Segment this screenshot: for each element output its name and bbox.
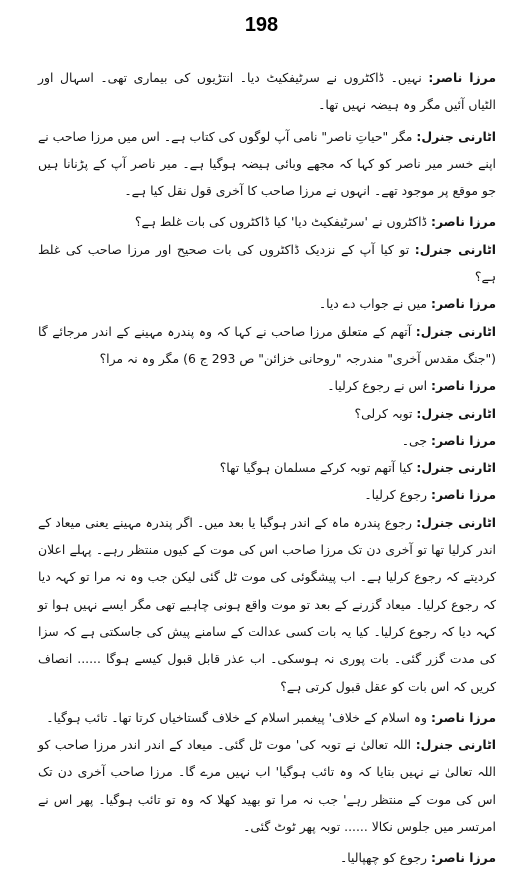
speaker-label: اٹارنی جنرل: — [416, 514, 496, 530]
paragraph-text: ڈاکٹروں نے 'سرٹیفکیٹ دیا' کیا ڈاکٹروں کی بات غلط ہے؟ — [134, 214, 428, 230]
paragraph-text: اللہ تعالیٰ نے توبہ کی' موت ٹل گئی۔ میعاد کے اندر اندر مرزا صاحب کو اللہ تعالیٰ نے نہیں بتایا کہ وہ تائب ہوگیا' اب نہیں مرے گا۔ مرزا صاحب آخری دن تک اس کی موت کے منتظر رہے' جب نہ مرا تو بھید کھلا کہ وہ تو تائب ہوگیا۔ پھر اس نے امرتسر میں جلوس نکالا ...... توبہ پھر ٹوٹ گئی۔ — [38, 737, 496, 835]
speaker-label: مرزا ناصر: — [430, 378, 496, 394]
paragraph-text: رجوع کرلیا۔ — [364, 487, 428, 503]
paragraph-7 — [38, 372, 496, 399]
paragraph-text: اس نے رجوع کرلیا۔ — [327, 378, 428, 394]
paragraph-10 — [38, 454, 496, 481]
speaker-label: مرزا ناصر: — [428, 70, 496, 85]
speaker-label: اٹارنی جنرل: — [416, 405, 496, 421]
paragraph-4 — [38, 236, 496, 291]
paragraph-text: مگر "حیاتِ ناصر" نامی آپ لوگوں کی کتاب ہے۔ اس میں مرزا صاحب نے اپنے خسر میر ناصر کو کہا کہ مجھے وبائی ہیضہ ہوگیا ہے۔ میر ناصر آپ کے پڑنانا ہیں جو موقع پر موجود تھے۔ انہوں نے مرزا صاحب کا آخری قول نقل کیا ہے۔ — [38, 128, 496, 199]
paragraph-8 — [38, 400, 496, 427]
paragraph-3 — [38, 208, 496, 235]
paragraph-text: نہیں۔ ڈاکٹروں نے سرٹیفکیٹ دیا۔ انتڑیوں کی بیماری تھی۔ اسہال اور الٹیاں آئیں مگر وہ ہیضہ نہیں تھا۔ — [38, 70, 496, 113]
paragraph-text: رجوع کو چھپالیا۔ — [339, 850, 428, 866]
speaker-label: اٹارنی جنرل: — [414, 241, 496, 257]
paragraph-9 — [38, 427, 496, 454]
speaker-label: مرزا ناصر: — [430, 432, 496, 448]
speaker-label: مرزا ناصر: — [430, 709, 496, 725]
speaker-label: مرزا ناصر: — [430, 296, 496, 312]
paragraph-text: کیا آتھم توبہ کرکے مسلمان ہوگیا تھا؟ — [219, 460, 413, 476]
speaker-label: مرزا ناصر: — [430, 487, 496, 503]
speaker-label: اٹارنی جنرل: — [415, 323, 496, 339]
paragraph-1 — [38, 64, 496, 119]
speaker-label: اٹارنی جنرل: — [416, 460, 496, 476]
page-number: 198 — [244, 14, 279, 36]
paragraph-12 — [38, 509, 496, 700]
paragraph-6 — [38, 318, 496, 373]
paragraph-14 — [38, 731, 496, 840]
speaker-label: اٹارنی جنرل: — [415, 737, 496, 753]
paragraph-text: آتھم کے متعلق مرزا صاحب نے کہا کہ وہ پندرہ مہینے کے اندر مرجائے گا ("جنگ مقدس آخری" مندرجہ "روحانی خزائن" ص 293 ج 6) مگر وہ نہ مرا؟ — [38, 323, 496, 366]
paragraph-text: جی۔ — [401, 432, 428, 448]
speaker-label: اٹارنی جنرل: — [416, 128, 496, 144]
paragraph-text: میں نے جواب دے دیا۔ — [318, 296, 428, 312]
speaker-label: مرزا ناصر: — [430, 850, 496, 866]
paragraph-11 — [38, 481, 496, 508]
paragraph-text: توبہ کرلی؟ — [354, 405, 413, 421]
paragraph-2 — [38, 123, 496, 205]
paragraph-13 — [38, 704, 496, 731]
paragraph-text: رجوع پندرہ ماہ کے اندر ہوگیا یا بعد میں۔ اگر پندرہ مہینے یعنی میعاد کے اندر کرلیا تھا تو آخری دن تک مرزا صاحب اس کی موت کے کیوں منتظر رہے۔ پہلے اعلان کردیتے کہ رجوع کرلیا ہے۔ اب پیشگوئی کی موت ٹل گئی لیکن جب وہ نہ مرا تو کہہ دیا کہ رجوع کرلیا۔ میعاد گزرنے کے بعد تو موت واقع ہونی چاہیے تھی مگر ایسے نہیں ہوا تو کہہ دیا کہ رجوع کرلیا۔ کیا یہ بات کسی عدالت کے سامنے پیش کی جاسکتی ہے کہ سزا کی مدت گزر گئی۔ بات پوری نہ ہوسکی۔ اب عذر قابل قبول کیسے ہوگا ...... انصاف کریں کہ اس بات کو عقل قبول کرتی ہے؟ — [38, 514, 496, 694]
transcript-body — [38, 64, 496, 872]
paragraph-5 — [38, 290, 496, 317]
speaker-label: مرزا ناصر: — [430, 214, 496, 230]
paragraph-text: تو کیا آپ کے نزدیک ڈاکٹروں کی بات صحیح اور مرزا صاحب کی غلط ہے؟ — [38, 241, 496, 285]
paragraph-15 — [38, 844, 496, 871]
paragraph-text: وہ اسلام کے خلاف' پیغمبر اسلام کے خلاف گستاخیاں کرتا تھا۔ تائب ہوگیا۔ — [46, 709, 428, 725]
